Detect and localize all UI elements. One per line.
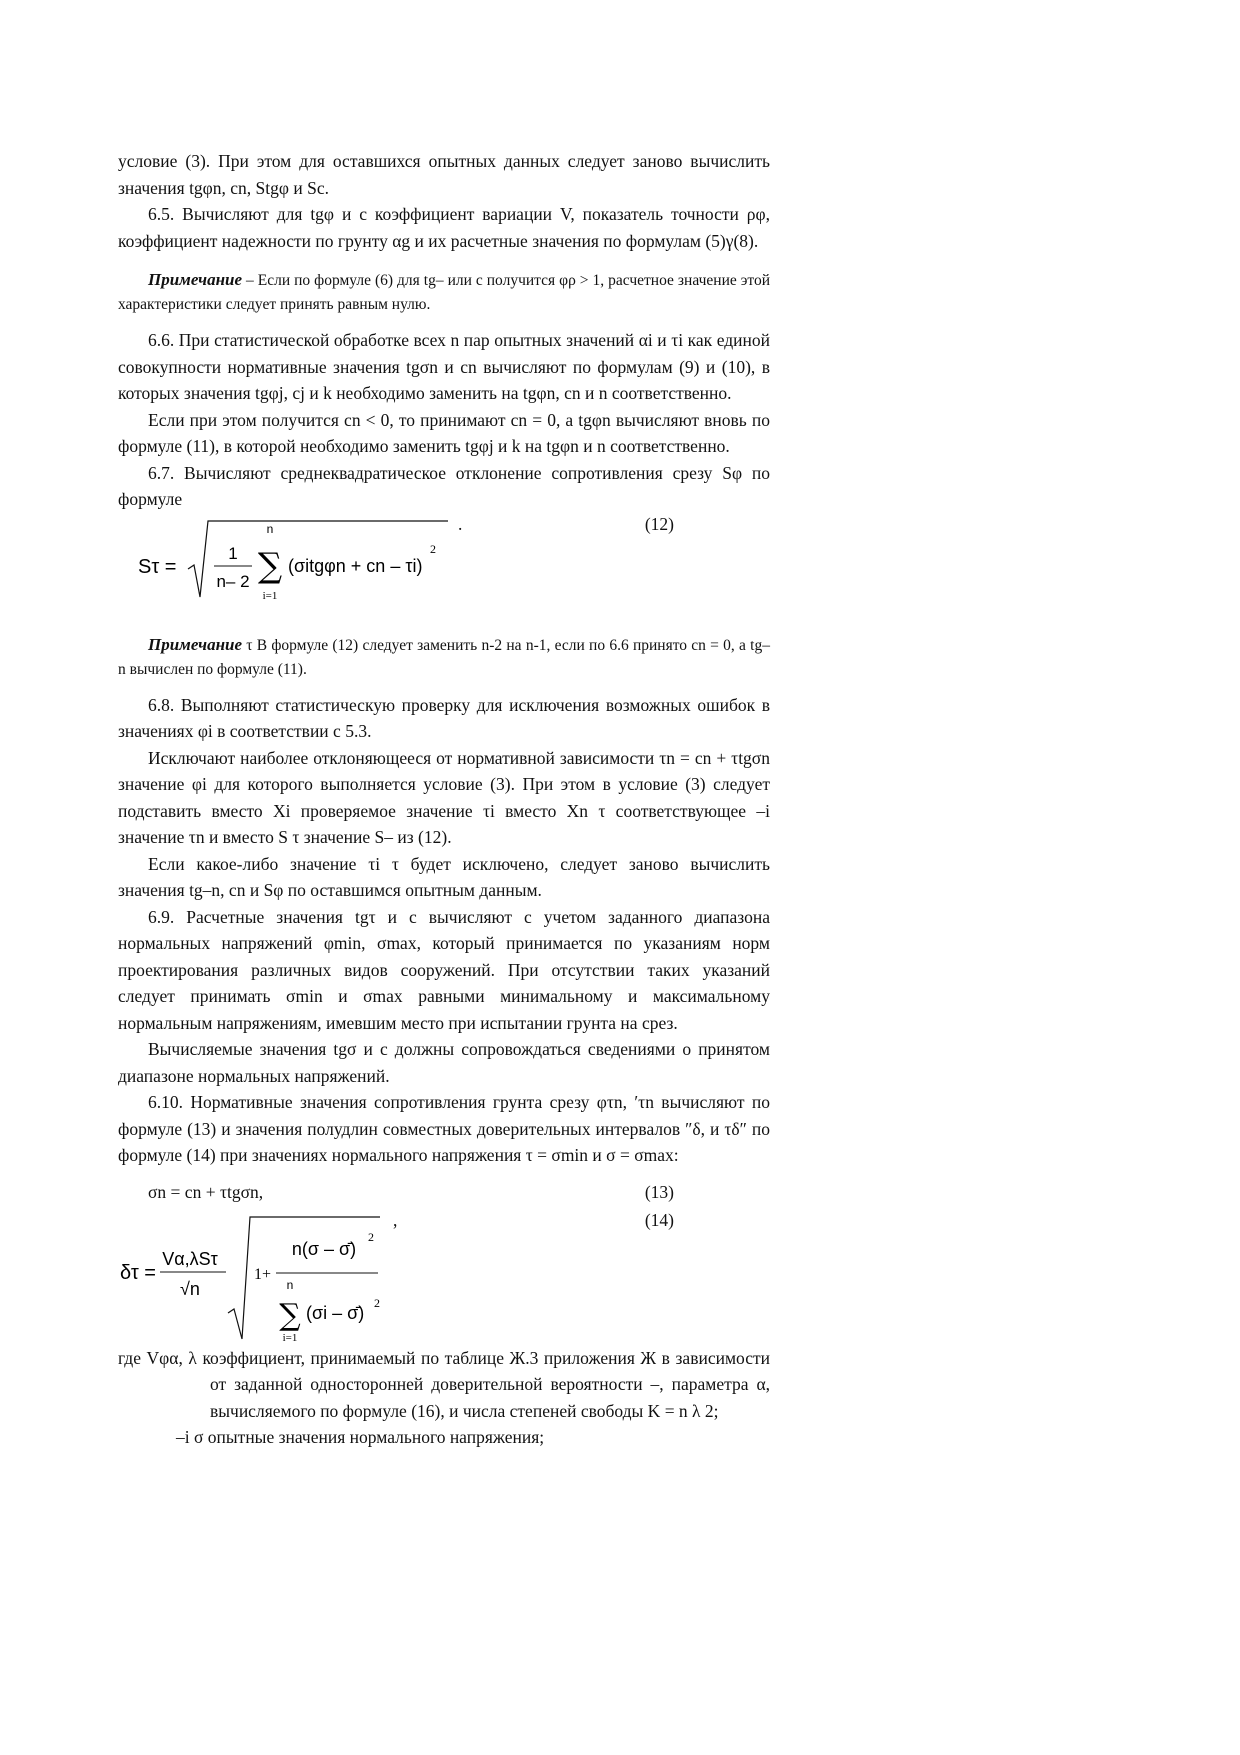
paragraph-continuation: условие (3). При этом для оставшихся опытных данных следует заново вычислить значения tgφn, cn, Stgφ и Sc. [118, 151, 770, 198]
document-page [118, 148, 770, 1451]
where-definition-1: где Vφα, λ коэффициент, принимаемый по таблице Ж.3 приложения Ж в зависимости от заданной односторонней доверительной вероятности –, параметра α, вычисляемого по формуле (16), и числа степеней свободы K = n λ 2; [118, 1347, 770, 1421]
formula-14-comma: , [393, 1209, 398, 1230]
paragraph-6-8-cont: Исключают наиболее отклоняющееся от нормативной зависимости τn = cn + τtgσn значение φi для которого выполняется условие (3). При этом в условие (3) следует подставить вместо Xi проверяемое значение τi вместо Xn τ соответствующее –i значение τn и вместо S τ значение S– из (12). [118, 747, 770, 847]
paragraph-6-8: 6.8. Выполняют статистическую проверку для исключения возможных ошибок в значениях φi в соответствии с 5.3. [118, 694, 770, 741]
formula-13 [118, 1179, 770, 1209]
paragraph-6-6-cont: Если при этом получится cn < 0, то принимают cn = 0, а tgφn вычисляют вновь по формуле (11), в которой необходимо заменить tgφj и k на tgφn и n соответственно. [118, 409, 770, 456]
formula-14-inner-den: (σi – σ̄) [306, 1302, 365, 1323]
note-1-text: – Если по формуле (6) для tg– или c получится φρ > 1, расчетное значение этой характеристики следует принять равным нулю. [118, 272, 770, 313]
formula-12-number: (12) [644, 513, 674, 534]
paragraph-6-5: 6.5. Вычисляют для tgφ и c коэффициент вариации V, показатель точности ρφ, коэффициент надежности по грунту αg и их расчетные значения по формулам (5)γ(8). [118, 204, 770, 251]
formula-14-number: (14) [644, 1209, 674, 1230]
sum-icon: ∑ [257, 545, 283, 586]
formula-12 [118, 513, 770, 623]
where-definition-2: –i σ опытные значения нормального напряжения; [176, 1427, 545, 1447]
formula-12-graphic [138, 515, 498, 623]
paragraph-6-8-cont-2: Если какое-либо значение τi τ будет исключено, следует заново вычислить значения tg–n, cn и Sφ по оставшимся опытным данным. [118, 853, 770, 900]
paragraph-6-6: 6.6. При статистической обработке всех n пар опытных значений αi и τi как единой совокупности нормативные значения tgσn и cn вычисляют по формулам (9) и (10), в которых значения tgφj, cj и k необходимо заменить на tgφn, cn и n соответственно. [118, 330, 770, 403]
paragraph-6-9: 6.9. Расчетные значения tgτ и c вычисляют с учетом заданного диапазона нормальных напряжений φmin, σmax, который принимается по указаниям норм проектирования различных видов сооружений. При отсутствии таких указаний следует принимать σmin и σmax равными минимальному и максимальному нормальным напряжениям, имевшим место при испытании грунта на срез. [118, 906, 770, 1033]
formula-13-number: (13) [644, 1181, 674, 1202]
formula-12-body: (σitgφn + cn – τi) [288, 555, 423, 576]
formula-12-frac-den: n– 2 [216, 571, 250, 591]
formula-14-one: 1+ [254, 1265, 272, 1283]
formula-14-pow-top: 2 [368, 1229, 374, 1244]
formula-14-num: Vα,λSτ [162, 1248, 218, 1269]
formula-14-lhs: δτ = [120, 1261, 156, 1284]
paragraph-6-9-cont: Вычисляемые значения tgσ и c должны сопровождаться сведениями о принятом диапазоне нормальных напряжений. [118, 1039, 770, 1086]
formula-12-frac-num: 1 [228, 543, 238, 563]
formula-14-pow-bot: 2 [374, 1295, 380, 1310]
note-1-label: Примечание [148, 270, 243, 289]
paragraph-6-10: 6.10. Нормативные значения сопротивления грунта срезу φτn, ′τn вычисляют по формуле (13) и значения полудлин совместных доверительных интервалов ″δ, и τδ″ по формуле (14) при значениях нормального напряжения τ = σmin и σ = σmax: [118, 1092, 770, 1165]
formula-14-graphic [118, 1209, 418, 1345]
formula-12-sum-top: n [266, 521, 274, 536]
formula-12-sum-bot: i=1 [262, 589, 278, 602]
sum-icon: ∑ [279, 1297, 301, 1333]
formula-12-dot: . [458, 513, 463, 534]
formula-13-text: σn = cn + τtgσn, [148, 1181, 264, 1202]
note-2-label: Примечание [148, 634, 243, 654]
paragraph-6-7: 6.7. Вычисляют среднеквадратическое отклонение сопротивления срезу Sφ по формуле [118, 462, 770, 509]
formula-12-lhs: Sτ = [138, 555, 177, 578]
formula-14-inner-num: n(σ – σ̄) [291, 1238, 357, 1259]
formula-14-den: √n [180, 1278, 200, 1299]
note-1 [118, 268, 770, 317]
note-2 [118, 633, 770, 682]
formula-14-sum-bot: i=1 [282, 1331, 298, 1344]
formula-14-sum-top: n [286, 1277, 294, 1292]
note-2-text: τ В формуле (12) следует заменить n-2 на n-1, если по 6.6 принято cn = 0, а tg–n вычислен по формуле (11). [118, 636, 770, 678]
formula-14 [118, 1209, 770, 1345]
formula-12-pow: 2 [430, 541, 436, 556]
